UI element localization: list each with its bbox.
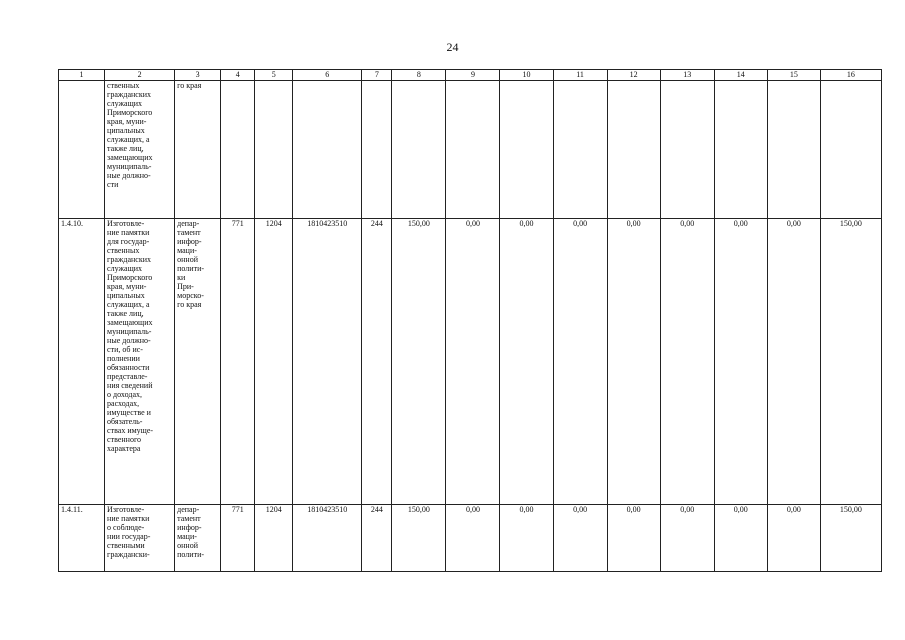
value-cell: 150,00	[392, 505, 446, 572]
value-cell: 150,00	[820, 219, 881, 505]
item-name: Изготовле- ние памятки для государ- ственных гражданских служащих Приморского края, муни- ципальных служащих, а также лиц, замещающих муниципаль- ные должно- сти, об ис- полнении обязанности представле- ния сведений о доходах, расходах, имуществе и обязатель- ствах имуще- ственного характера	[105, 219, 175, 505]
column-header: 12	[607, 70, 660, 81]
value-cell: 771	[221, 219, 255, 505]
value-cell: 0,00	[446, 505, 500, 572]
value-cell: 0,00	[714, 505, 767, 572]
value-cell: 1810423510	[293, 219, 362, 505]
value-cell: 0,00	[500, 219, 553, 505]
value-cell	[255, 81, 293, 219]
value-cell	[500, 81, 553, 219]
column-header: 10	[500, 70, 553, 81]
value-cell: 244	[362, 505, 392, 572]
item-code: 1.4.10.	[59, 219, 105, 505]
column-header: 14	[714, 70, 767, 81]
column-header: 8	[392, 70, 446, 81]
value-cell: 0,00	[767, 505, 820, 572]
value-cell: 1810423510	[293, 505, 362, 572]
value-cell: 1204	[255, 505, 293, 572]
value-cell	[293, 81, 362, 219]
column-header: 15	[767, 70, 820, 81]
column-header: 4	[221, 70, 255, 81]
column-header: 9	[446, 70, 500, 81]
value-cell	[362, 81, 392, 219]
item-name: Изготовле- ние памятки о соблюде- нии государ- ственными граждански-	[105, 505, 175, 572]
value-cell	[820, 81, 881, 219]
column-header: 7	[362, 70, 392, 81]
item-executor: депар- тамент инфор- маци- онной полити- ки При- морско- го края	[175, 219, 221, 505]
column-header: 16	[820, 70, 881, 81]
value-cell: 0,00	[660, 219, 714, 505]
header-row	[59, 70, 882, 81]
column-header: 6	[293, 70, 362, 81]
column-header: 11	[553, 70, 607, 81]
value-cell: 0,00	[607, 505, 660, 572]
value-cell	[767, 81, 820, 219]
value-cell: 0,00	[553, 219, 607, 505]
page-number: 24	[446, 40, 459, 54]
value-cell	[607, 81, 660, 219]
value-cell: 1204	[255, 219, 293, 505]
value-cell	[221, 81, 255, 219]
value-cell: 0,00	[767, 219, 820, 505]
value-cell: 0,00	[660, 505, 714, 572]
table-row	[59, 219, 882, 505]
table-row	[59, 81, 882, 219]
item-code	[59, 81, 105, 219]
item-name: ственных гражданских служащих Приморского края, муни- ципальных служащих, а также лиц, замещающих муниципаль- ные должно- сти	[105, 81, 175, 219]
column-header: 5	[255, 70, 293, 81]
column-header: 2	[105, 70, 175, 81]
item-code: 1.4.11.	[59, 505, 105, 572]
value-cell: 244	[362, 219, 392, 505]
value-cell: 0,00	[714, 219, 767, 505]
value-cell	[392, 81, 446, 219]
table-row	[59, 505, 882, 572]
column-header: 1	[59, 70, 105, 81]
value-cell	[446, 81, 500, 219]
value-cell: 150,00	[392, 219, 446, 505]
value-cell: 150,00	[820, 505, 881, 572]
value-cell	[553, 81, 607, 219]
item-executor: го края	[175, 81, 221, 219]
value-cell: 0,00	[607, 219, 660, 505]
value-cell: 0,00	[446, 219, 500, 505]
value-cell: 771	[221, 505, 255, 572]
value-cell: 0,00	[500, 505, 553, 572]
value-cell: 0,00	[553, 505, 607, 572]
value-cell	[714, 81, 767, 219]
column-header: 13	[660, 70, 714, 81]
budget-table	[58, 69, 882, 572]
item-executor: депар- тамент инфор- маци- онной полити-	[175, 505, 221, 572]
value-cell	[660, 81, 714, 219]
column-header: 3	[175, 70, 221, 81]
